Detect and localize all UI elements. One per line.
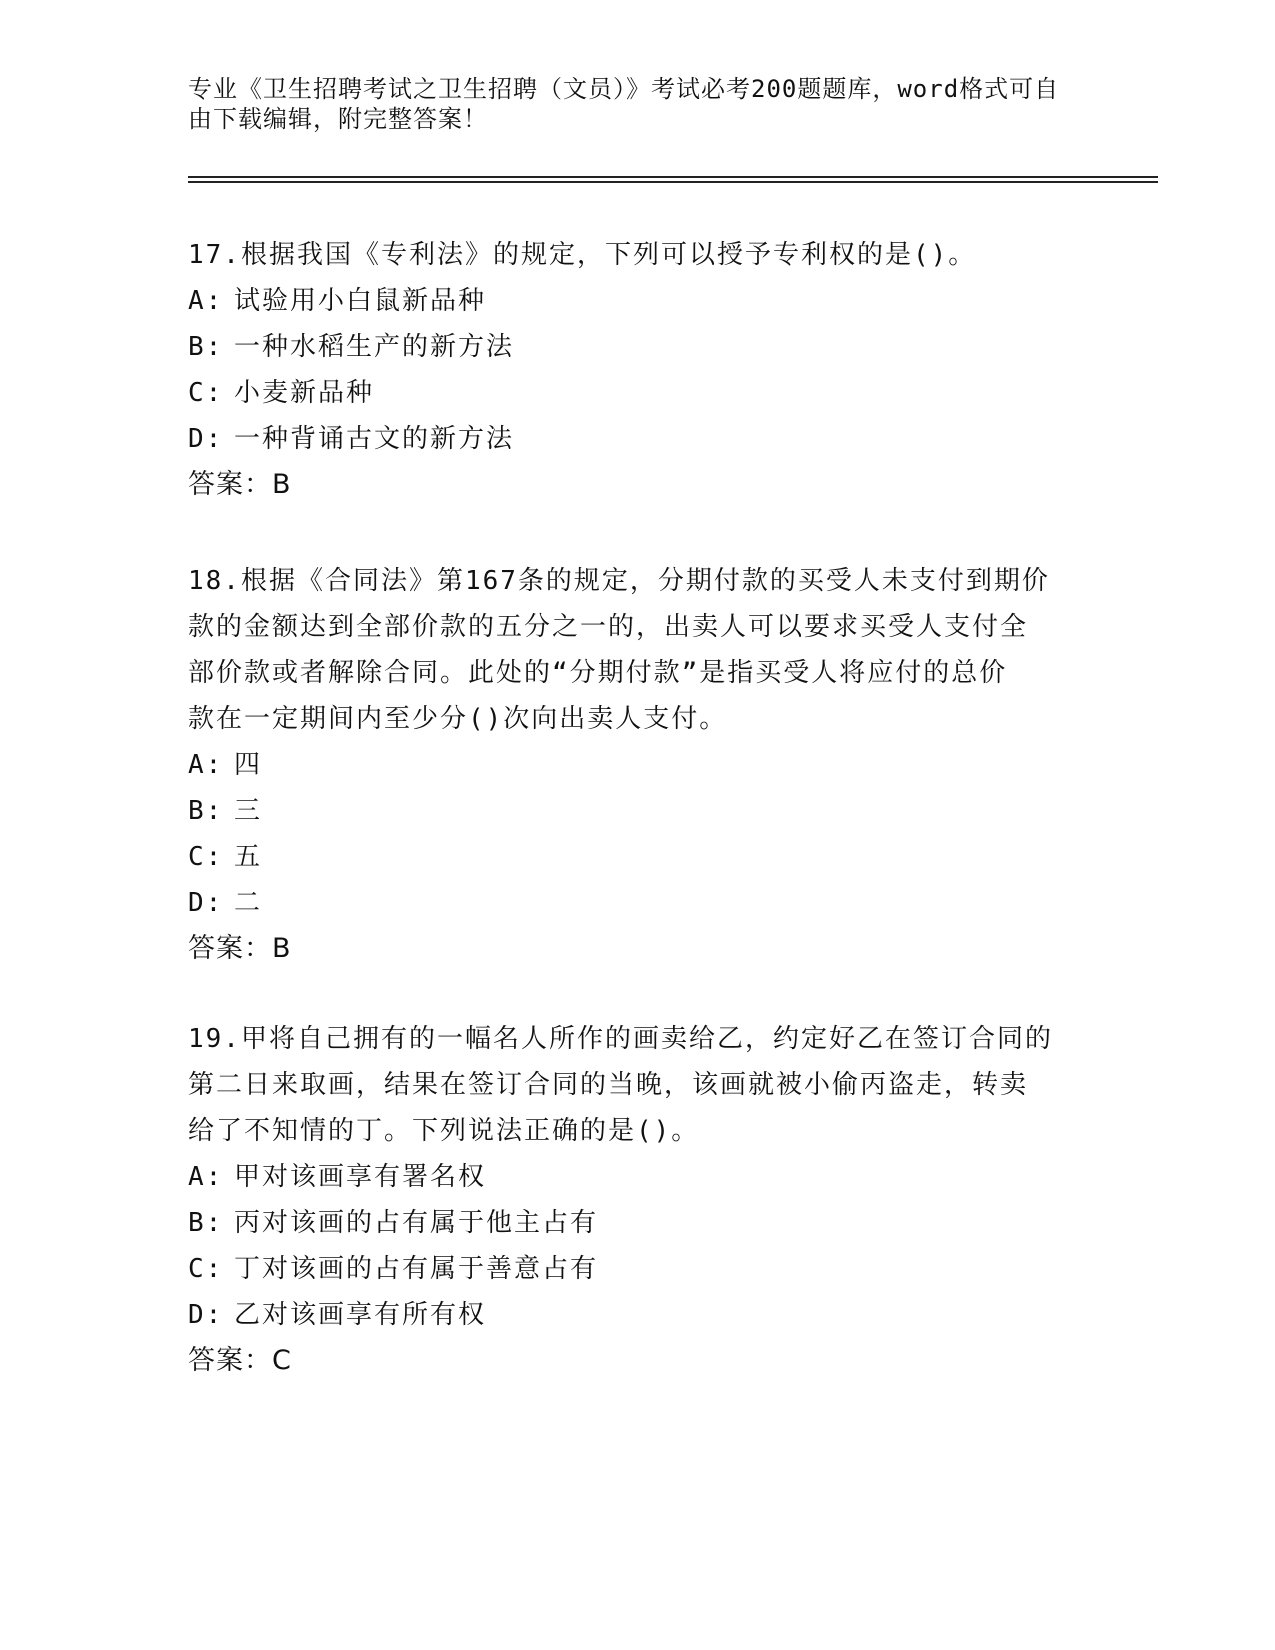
option-key: B:: [188, 1208, 224, 1238]
option-c: [188, 834, 1088, 880]
option-b: [188, 1200, 1088, 1246]
option-key: A:: [188, 750, 224, 780]
option-text: 试验用小白鼠新品种: [234, 286, 487, 316]
option-text: 乙对该画享有所有权: [234, 1300, 487, 1330]
answer-line: 答案：B: [188, 933, 292, 964]
option-d: [188, 1292, 1088, 1338]
option-key: D:: [188, 888, 224, 918]
stem-line: 给了不知情的丁。下列说法正确的是()。: [188, 1116, 700, 1146]
option-key: C:: [188, 1254, 224, 1284]
option-text: 一种水稻生产的新方法: [234, 332, 515, 362]
option-text: 四: [234, 750, 263, 780]
header-line-1: 专业《卫生招聘考试之卫生招聘（文员）》考试必考200题题库，word格式可自: [188, 75, 1060, 103]
option-c: [188, 370, 1088, 416]
stem-line: 17.根据我国《专利法》的规定，下列可以授予专利权的是()。: [188, 240, 977, 270]
question-stem: [188, 558, 1088, 742]
stem-line: 18.根据《合同法》第167条的规定，分期付款的买受人未支付到期价: [188, 566, 1050, 596]
question-stem: [188, 232, 1088, 278]
option-key: C:: [188, 842, 224, 872]
question-19: [188, 1016, 1088, 1384]
option-text: 甲对该画享有署名权: [234, 1162, 487, 1192]
stem-line: 部价款或者解除合同。此处的“分期付款”是指买受人将应付的总价: [188, 658, 1008, 688]
document-header: [188, 74, 1088, 134]
option-text: 丙对该画的占有属于他主占有: [234, 1208, 599, 1238]
option-text: 小麦新品种: [234, 378, 375, 408]
question-stem: [188, 1016, 1088, 1154]
option-key: D:: [188, 424, 224, 454]
option-d: [188, 880, 1088, 926]
option-key: A:: [188, 1162, 224, 1192]
option-key: B:: [188, 796, 224, 826]
option-d: [188, 416, 1088, 462]
option-text: 一种背诵古文的新方法: [234, 424, 515, 454]
option-key: D:: [188, 1300, 224, 1330]
answer-line: 答案：B: [188, 469, 292, 500]
option-c: [188, 1246, 1088, 1292]
stem-line: 款在一定期间内至少分()次向出卖人支付。: [188, 704, 728, 734]
option-a: [188, 278, 1088, 324]
option-b: [188, 788, 1088, 834]
question-18: [188, 558, 1088, 972]
header-divider-top: [188, 176, 1158, 178]
option-text: 五: [234, 842, 263, 872]
header-divider-bottom: [188, 181, 1158, 183]
option-key: A:: [188, 286, 224, 316]
option-b: [188, 324, 1088, 370]
option-key: B:: [188, 332, 224, 362]
option-key: C:: [188, 378, 224, 408]
option-text: 丁对该画的占有属于善意占有: [234, 1254, 599, 1284]
header-line-2: 由下载编辑，附完整答案！: [188, 105, 488, 133]
stem-line: 第二日来取画，结果在签订合同的当晚，该画就被小偷丙盗走，转卖: [188, 1070, 1029, 1100]
option-text: 二: [234, 888, 263, 918]
option-text: 三: [234, 796, 263, 826]
answer-line: 答案：C: [188, 1345, 292, 1376]
option-a: [188, 742, 1088, 788]
stem-line: 19.甲将自己拥有的一幅名人所作的画卖给乙，约定好乙在签订合同的: [188, 1024, 1053, 1054]
option-a: [188, 1154, 1088, 1200]
stem-line: 款的金额达到全部价款的五分之一的，出卖人可以要求买受人支付全: [188, 612, 1029, 642]
question-17: [188, 232, 1088, 508]
